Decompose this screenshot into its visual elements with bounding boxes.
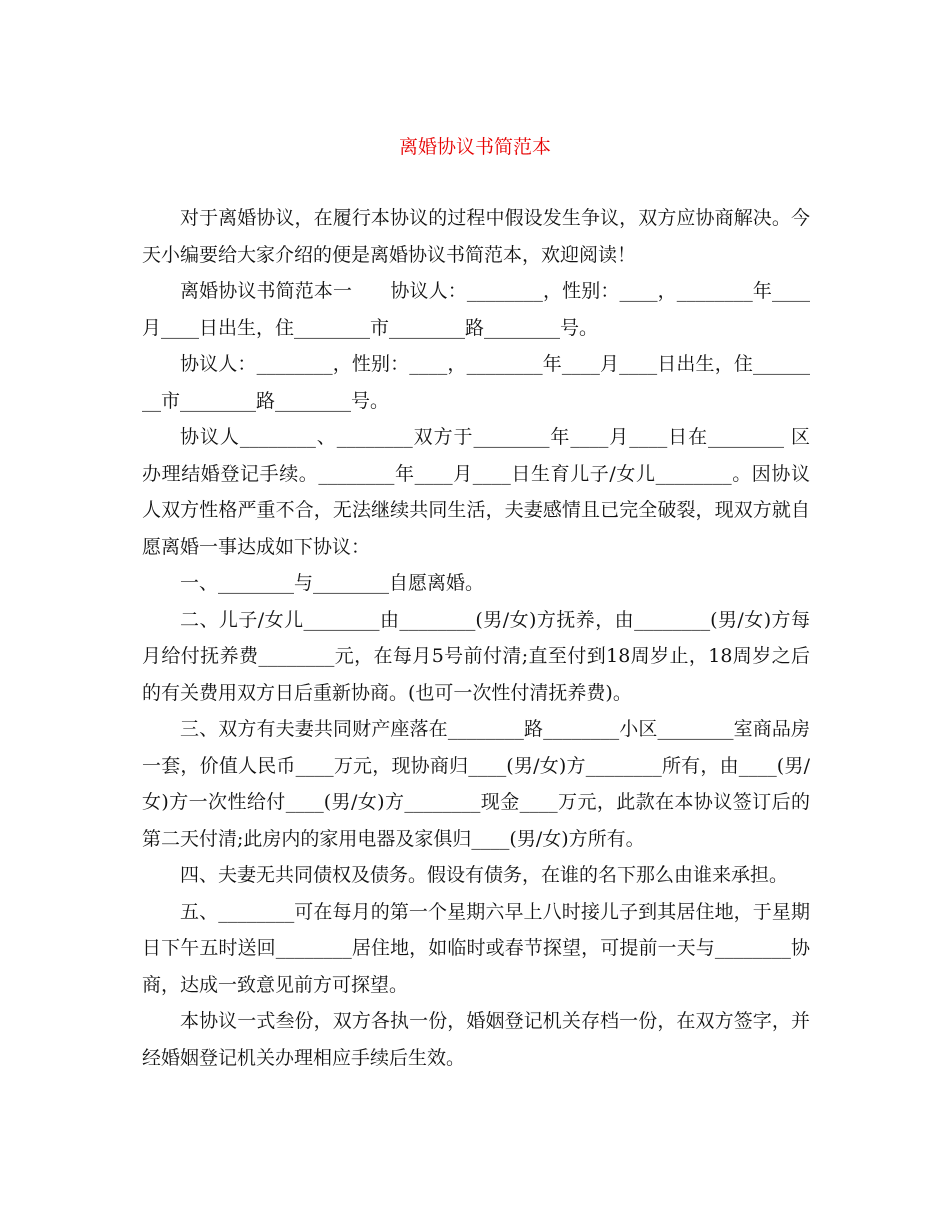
paragraph-intro: 对于离婚协议，在履行本协议的过程中假设发生争议，双方应协商解决。今天小编要给大家介绍的便是离婚协议书简范本，欢迎阅读！: [142, 207, 810, 266]
paragraph-marriage-info: 协议人________、________双方于________年____月____日在________ 区办理结婚登记手续。________年____月____日生育儿子/女儿________。因协议人双方性格严重不合，无法继续共同生活，夫妻感情且已完全破裂，现双方就自愿离婚一事达成如下协议：: [142, 426, 810, 558]
paragraph-closing: 本协议一式叁份，双方各执一份，婚姻登记机关存档一份，在双方签字，并经婚姻登记机关办理相应手续后生效。: [142, 1010, 810, 1069]
paragraph-clause-3: 三、双方有夫妻共同财产座落在________路________小区________室商品房一套，价值人民币____万元，现协商归____(男/女)方________所有，由____(男/女)方一次性给付____(男/女)方________现金____万元，此款在本协议签订后的第二天付清;此房内的家用电器及家俱归____(男/女)方所有。: [142, 718, 810, 850]
paragraph-clause-4: 四、夫妻无共同债权及债务。假设有债务，在谁的名下那么由谁来承担。: [180, 864, 789, 886]
paragraph-clause-1: 一、________与________自愿离婚。: [180, 572, 485, 594]
paragraph-party-one: 离婚协议书简范本一 协议人：________，性别：____，________年____月____日出生，住________市________路________号。: [142, 280, 810, 339]
document-title: 离婚协议书简范本: [398, 136, 551, 158]
paragraph-clause-2: 二、儿子/女儿________由________(男/女)方抚养，由________(男/女)方每月给付抚养费________元，在每月5号前付清;直至付到18周岁止，18周岁之后的有关费用双方日后重新协商。(也可一次性付清抚养费)。: [142, 608, 810, 704]
document-body: [142, 200, 810, 1076]
paragraph-party-two: 协议人：________，性别：____，________年____月____日出生，住________市________路________号。: [142, 353, 810, 412]
paragraph-clause-5: 五、________可在每月的第一个星期六早上八时接儿子到其居住地，于星期日下午五时送回________居住地，如临时或春节探望，可提前一天与________协商，达成一致意见前方可探望。: [142, 900, 810, 996]
